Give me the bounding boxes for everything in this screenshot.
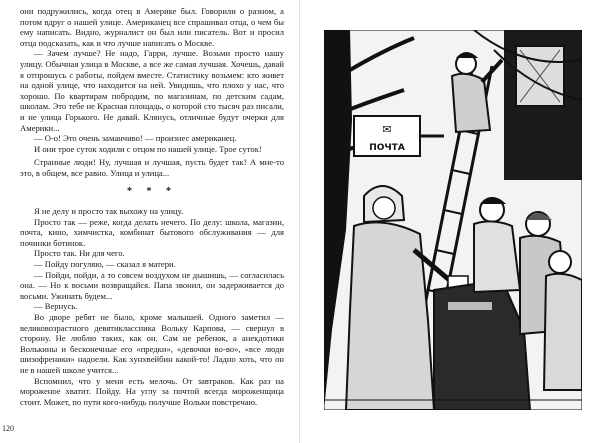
mailbox-slot — [448, 302, 492, 310]
paragraph: — О-о! Это очень заманчиво! — произнес американец. — [34, 133, 237, 144]
page-number: 120 — [2, 424, 14, 433]
paragraph: Просто так — реже, когда делать нечего. По делу: школа, магазин, почта, кино, химчистка, комбинат бытового обслуживания — для починки ботинок. — [20, 216, 284, 248]
woman-coat — [346, 222, 434, 410]
paragraph: они подружились, когда отец в Америке был. Говорили о разном, а потом вдруг о нашей улице. Американец все спрашивал отца, о чем бы ему написать. Видно, журналист он был или писатель. Вот и просил отца подсказать, как и что лучше написать о Москве. — [20, 6, 284, 48]
right-page — [300, 0, 600, 443]
section-separator: * * * — [127, 185, 177, 197]
paragraph: Просто так. Ни для чего. — [34, 248, 125, 259]
paragraph: Странные люди! Ну, лучшая и лучшая, пусть будет так! А мне-то это, в общем, все равно. Улица и улица... — [20, 157, 284, 178]
woman-face — [373, 197, 395, 219]
paragraph: Во дворе ребят не было, кроме малышей. Одного заметил — великовозрастного девятиклассника Вольку Карпова, — свернул в сторону. Не люблю таких, как он. Сам не ребенок, а анекдотики Волькины и бесконечные его «предки», «девочки во-во», «все люди шизофреники» надоели. Как хунхвейбин какой-то! Ладно хоть, что он не в нашей школе учится... — [20, 312, 284, 375]
paragraph: — Зачем лучше? Не надо, Гарри, лучше. Возьми просто нашу улицу. Обычная улица в Москве, а все же самая лучшая. Хочешь, давай я отпрошусь с работы, пойдем вместе. Статистику возьмем: кто живет на одной улице, что находится на ней. Увидишь, что плохо у нас, что хорошо. По квартирам побродим, по магазинам, по детским садам, школам. Это тебе не Красная площадь, о которой сто тысяч раз писали, и не улица Горького. Не давай. Клянусь, отличные будут очерки для Америки... — [20, 48, 284, 133]
paragraph: Вспомнил, что у меня есть мелочь. От завтраков. Как раз на мороженое хватит. Пойду. На углу за почтой всегда мороженщица стоит. Может, по пути кого-нибудь получше Вольки повстречаю. — [20, 375, 284, 407]
post-emblem-icon: ✉ — [382, 123, 392, 136]
paragraph: — Пойди, пойди, а то совсем воздухом не дышишь, — согласилась она. — Но к восьми возвращайся. Папа звонил, он задерживается до восьми. Ужинать будем... — [20, 269, 284, 301]
paragraph: — Пойду погуляю, — сказал я матери. — [34, 259, 176, 270]
paragraph: Я не делу и просто так выхожу на улицу. — [34, 206, 184, 217]
illustration-post-box-scene — [324, 30, 582, 410]
child-head-3 — [549, 251, 571, 273]
paragraph: И они трое суток ходили с отцом по нашей улице. Трое суток! — [34, 143, 262, 154]
child-body-3 — [544, 274, 582, 390]
paragraph: — Вернусь. — [34, 301, 78, 312]
child-body-1 — [474, 221, 520, 292]
worker-body — [452, 74, 490, 132]
post-sign-text: ПОЧТА — [369, 143, 405, 153]
text-column — [20, 6, 284, 407]
